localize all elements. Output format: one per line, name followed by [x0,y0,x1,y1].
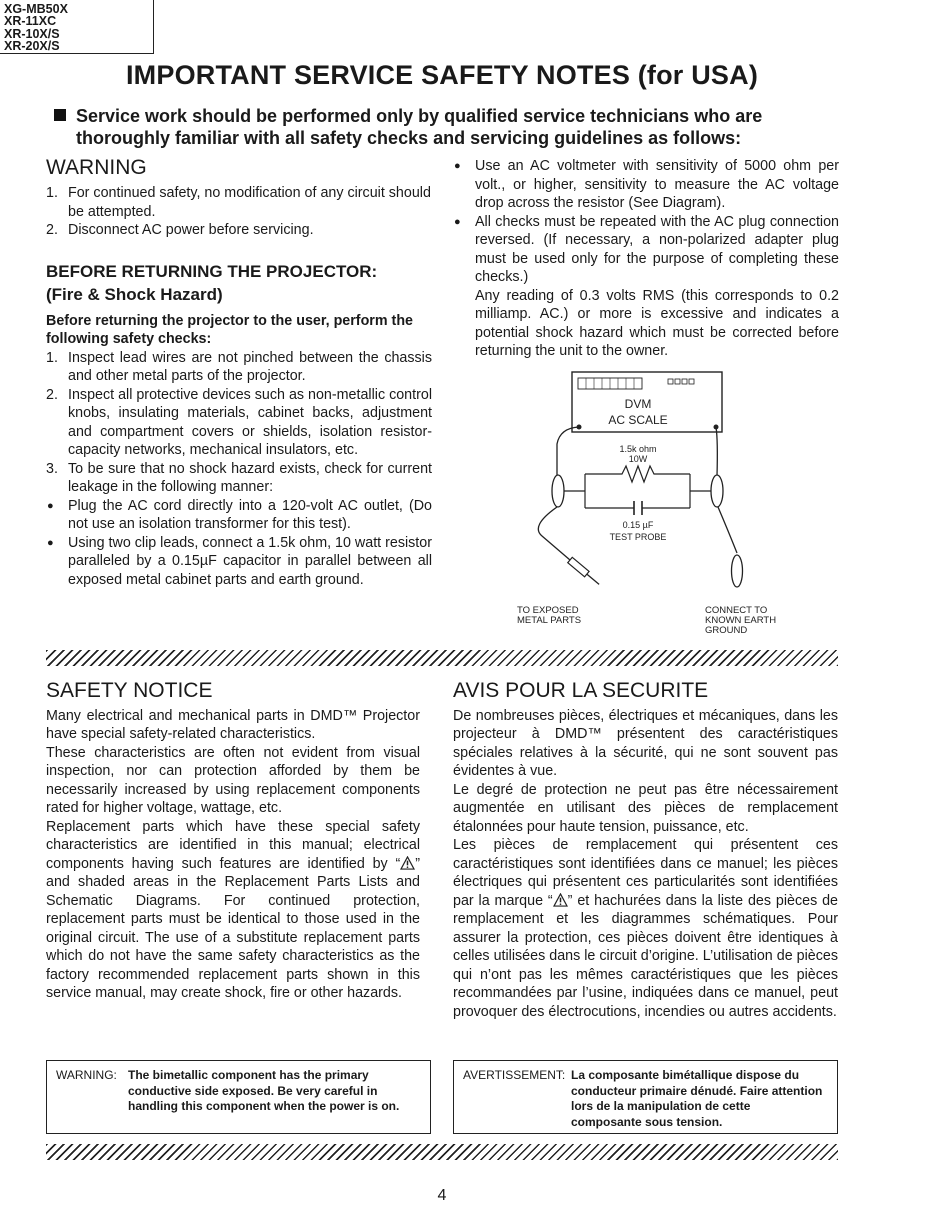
warning-triangle-icon [400,856,415,870]
resistor-label: 1.5k ohm [619,444,657,454]
intro-line-2: thoroughly familiar with all safety checks and servicing guidelines as follows: [76,128,742,148]
avis-section [453,679,838,1021]
model-name: XR-20X/S [4,38,60,53]
warning-box-line: lors de la manipulation de cette [571,1099,751,1113]
avertissement-label: AVERTISSEMENT: [463,1068,566,1082]
test-probe-label: TEST PROBE [609,532,667,542]
hatched-divider [46,650,838,666]
list-item: ● Using two clip leads, connect a 1.5k ohm, 10 watt resistor paralleled by a 0.15µF capacitor in parallel between all exposed metal cabinet parts and earth ground. [46,534,432,590]
warning-box-line: composante sous tension. [571,1114,723,1129]
intro-line-1: Service work should be performed only by qualified service technicians who are [76,106,763,126]
fire-shock-subheading: (Fire & Shock Hazard) [46,284,223,304]
shock-hazard-note: Any reading of 0.3 volts RMS (this corresponds to 0.2 milliamp. AC.) or more is excessive and indicates a potential shock hazard which must be corrected before returning the unit to the owner. [475,287,839,359]
warning-box-line: The bimetallic component has the primary [128,1068,369,1082]
list-item: 1. Inspect lead wires are not pinched between the chassis and other metal parts of the projector. [46,349,432,384]
measurement-bullets [453,157,839,287]
clip-left [552,475,564,507]
list-item: ● All checks must be repeated with the AC plug connection reversed. (If necessary, a non-polarized adapter plug must be used only for the purpose of completing these checks.) [453,213,839,287]
avis-para: Le degré de protection ne peut pas être nécessairement augmentée en utilisant des pièces de remplacement étalonnées pour haute tension, puissance, etc. [453,781,838,835]
safety-checks-list [46,349,432,497]
clip-right [711,475,723,507]
list-item: ● Use an AC voltmeter with sensitivity of 5000 ohm per volt., or higher, sensitivity to measure the AC voltage drop across the resistor (See Diagram). [453,157,839,213]
avis-heading: AVIS POUR LA SECURITE [453,679,709,702]
intro-statement [54,105,854,149]
leakage-test-diagram [500,368,800,638]
safety-notice-para: Many electrical and mechanical parts in DMD™ Projector have special safety-related characteristics. [46,707,420,742]
safety-notice-heading: SAFETY NOTICE [46,679,213,702]
model-list-box [0,0,154,54]
warning-box-line: handling this component when the power is on. [128,1099,400,1113]
warning-box-line: conducteur primaire dénudé. Faire attention [571,1083,823,1098]
square-bullet-icon [54,109,66,121]
capacitor-label: 0.15 µF [622,520,654,530]
left-column-top [46,156,432,589]
list-item: 2. Disconnect AC power before servicing. [46,222,314,238]
leakage-bullets [46,497,432,590]
warning-box-line: La composante bimétallique dispose du [571,1068,800,1082]
exposed-metal-label-1: TO EXPOSED [517,605,579,616]
model-name: XR-11XC [4,14,57,29]
test-probe-icon [568,557,602,587]
exposed-metal-label-2: METAL PARTS [517,615,582,626]
avertissement-box [453,1060,838,1134]
warning-triangle-icon [553,893,568,907]
page-title: IMPORTANT SERVICE SAFETY NOTES (for USA) [125,60,759,90]
warning-box-line: conductive side exposed. Be very careful in [128,1083,378,1098]
list-item: 2. Inspect all protective devices such as non-metallic control knobs, insulating materials, cabinet backs, adjustment and compartment covers or shields, isolation resistor-capacity networks, mechanical insulators, etc. [46,386,432,458]
before-returning-heading: BEFORE RETURNING THE PROJECTOR: [46,261,378,281]
earth-label-1: CONNECT TO [705,605,768,616]
avis-para: Les pièces de remplacement qui présentent ces caractéristiques sont identifiées dans ce manuel; les pièces électriques qui présentent ces particularités sont identifiées par la marque “ ” et hachurées dans la liste des pièces de remplacement et les diagrammes schématiques. Pour assurer la protection, ces pièces doivent être identiques à celles utilisées dans le circuit d’origine. L’utilisation de pièces qui n’ont pas les mêmes caractéristiques que les pièces recommandées par l’usine, indiquées dans ce manuel, peut provoquer des électrocutions, incendies ou autres accidents. [453,837,838,1020]
safety-notice-para: These characteristics are often not evident from visual inspection, nor can protection afforded by them be necessarily increased by using replacement components rated for higher voltage, wattage, etc. [46,744,420,816]
bimetallic-warning-box [46,1060,431,1134]
earth-clip [732,555,743,587]
right-column-top [453,157,839,361]
list-item: 1. For continued safety, no modification of any circuit should be attempted. [46,185,431,220]
safety-notice-para: Replacement parts which have these special safety characteristics are identified in this manual; electrical components having such features are identified by “ ” and shaded areas in the Replacement Parts Lists and Schematic Diagrams. For continued protection, replacement parts must be identical to those used in the original circuit. The use of a substitute replacement parts which do not have the same safety characteristics as the factory recommended replacement parts shown in this service manual, may create shock, fire or other hazards. [46,818,420,1001]
page-number: 4 [437,1187,447,1204]
list-item: ● Plug the AC cord directly into a 120-volt AC outlet, (Do not use an isolation transformer for this test). [46,497,432,534]
earth-label-3: GROUND [705,625,748,636]
model-name: XG-MB50X [4,2,68,16]
resistor-symbol [585,466,690,482]
safety-notice-section [46,679,420,1003]
safety-checks-lead: Before returning the projector to the user, perform the following safety checks: [46,312,413,347]
avis-para: De nombreuses pièces, électriques et mécaniques, dans les projecteur à DMD™ présentent des caractéristiques spéciales relatives à la sécurité, qui ne sont souvent pas évidentes à vue. [453,707,838,779]
resistor-watt-label: 10W [628,454,648,464]
ac-scale-label: AC SCALE [608,413,668,427]
hatched-divider [46,1144,838,1160]
warning-heading: WARNING [46,156,147,179]
warning-label: WARNING: [56,1068,117,1082]
list-item: 3. To be sure that no shock hazard exists, check for current leakage in the following manner: [46,460,432,495]
model-name: XR-10X/S [4,26,60,41]
dvm-label: DVM [624,397,652,411]
warning-list [46,184,432,240]
earth-label-2: KNOWN EARTH [705,615,777,626]
